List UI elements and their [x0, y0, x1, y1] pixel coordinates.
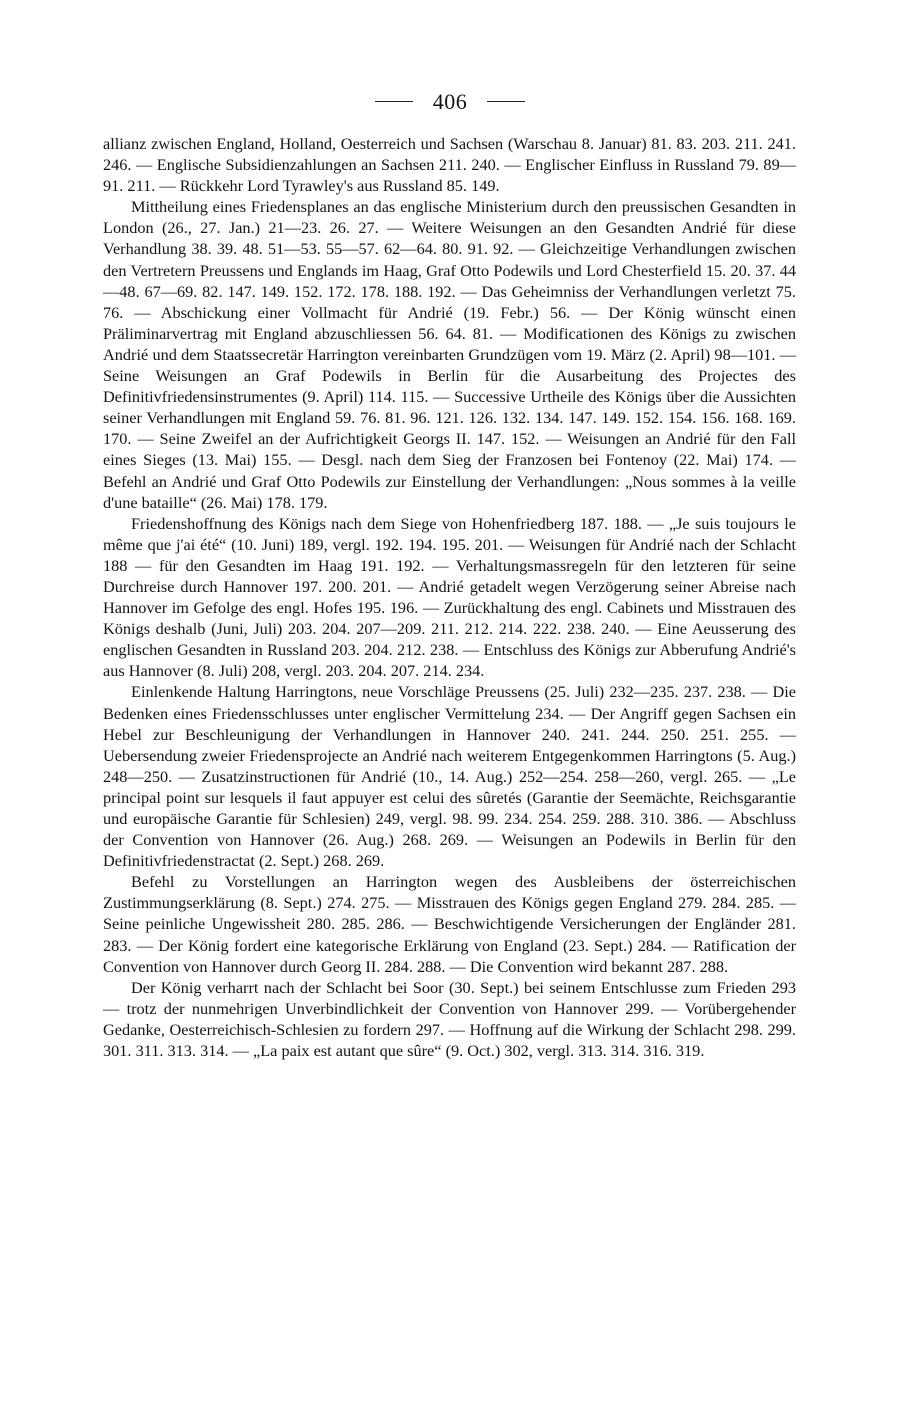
- paragraph: Einlenkende Haltung Harringtons, neue Vorschläge Preussens (25. Juli) 232—235. 237. 238. — Die Bedenken eines Friedensschlusses unter englischer Vermittelung 234. — Der Angriff gegen Sachsen ein Hebel zur Beschleunigung der Verhandlungen in Hannover 240. 241. 244. 250. 251. 255. — Uebersendung zweier Friedensprojecte an Andrié nach weiterem Entgegenkommen Harringtons (5. Aug.) 248—250. — Zusatzinstructionen für Andrié (10., 14. Aug.) 252—254. 258—260, vergl. 265. — „Le principal point sur lesquels il faut appuyer est celui des sûretés (Garantie der Seemächte, Reichsgarantie und europäische Garantie für Schlesien) 249, vergl. 98. 99. 234. 254. 259. 288. 310. 386. — Abschluss der Convention von Hannover (26. Aug.) 268. 269. — Weisungen an Podewils in Berlin für den Definitivfriedenstractat (2. Sept.) 268. 269.: [103, 682, 796, 871]
- paragraph: Befehl zu Vorstellungen an Harrington wegen des Ausbleibens der österreichischen Zustimmungserklärung (8. Sept.) 274. 275. — Misstrauen des Königs gegen England 279. 284. 285. — Seine peinliche Ungewissheit 280. 285. 286. — Beschwichtigende Versicherungen der Engländer 281. 283. — Der König fordert eine kategorische Erklärung von England (23. Sept.) 284. — Ratification der Convention von Hannover durch Georg II. 284. 288. — Die Convention wird bekannt 287. 288.: [103, 872, 796, 976]
- body-text: [103, 133, 796, 1061]
- paragraph: Der König verharrt nach der Schlacht bei Soor (30. Sept.) bei seinem Entschlusse zum Frieden 293 — trotz der nunmehrigen Unverbindlichkeit der Convention von Hannover 299. — Vorübergehender Gedanke, Oesterreichisch-Schlesien zu fordern 297. — Hoffnung auf die Wirkung der Schlacht 298. 299. 301. 311. 313. 314. — „La paix est autant que sûre“ (9. Oct.) 302, vergl. 313. 314. 316. 319.: [103, 977, 796, 1061]
- page-header: [0, 86, 900, 116]
- page-number: 406: [432, 89, 468, 114]
- header-rule-right: [487, 101, 525, 102]
- paragraph: Mittheilung eines Friedensplanes an das englische Ministerium durch den preussischen Gesandten in London (26., 27. Jan.) 21—23. 26. 27. — Weitere Weisungen an den Gesandten Andrié für diese Verhandlung 38. 39. 48. 51—53. 55—57. 62—64. 80. 91. 92. — Gleichzeitige Verhandlungen zwischen den Vertretern Preussens und Englands im Haag, Graf Otto Podewils und Lord Chesterfield 15. 20. 37. 44—48. 67—69. 82. 147. 149. 152. 172. 178. 188. 192. — Das Geheimniss der Verhandlungen verletzt 75. 76. — Abschickung einer Vollmacht für Andrié (19. Febr.) 56. — Der König wünscht einen Präliminarvertrag mit England abzuschliessen 56. 64. 81. — Modificationen des Königs zu zwischen Andrié und dem Staatssecretär Harrington vereinbarten Grundzügen vom 19. März (2. April) 98—101. — Seine Weisungen an Graf Podewils in Berlin für die Ausarbeitung des Projectes des Definitivfriedensinstrumentes (9. April) 114. 115. — Successive Urtheile des Königs über die Aussichten seiner Verhandlungen mit England 59. 76. 81. 96. 121. 126. 132. 134. 147. 149. 152. 154. 156. 168. 169. 170. — Seine Zweifel an der Aufrichtigkeit Georgs II. 147. 152. — Weisungen an Andrié für den Fall eines Sieges (13. Mai) 155. — Desgl. nach dem Sieg der Franzosen bei Fontenoy (22. Mai) 174. — Befehl an Andrié und Graf Otto Podewils zur Einstellung der Verhandlungen: „Nous sommes à la veille d'une bataille“ (26. Mai) 178. 179.: [103, 197, 796, 512]
- header-rule-left: [375, 101, 413, 102]
- paragraph: Friedenshoffnung des Königs nach dem Siege von Hohenfriedberg 187. 188. — „Je suis toujours le même que j'ai été“ (10. Juni) 189, vergl. 192. 194. 195. 201. — Weisungen für Andrié nach der Schlacht 188 — für den Gesandten im Haag 191. 192. — Verhaltungsmassregeln für den letzteren für seine Durchreise durch Hannover 197. 200. 201. — Andrié getadelt wegen Verzögerung seiner Abreise nach Hannover im Gefolge des engl. Hofes 195. 196. — Zurückhaltung des engl. Cabinets und Misstrauen des Königs deshalb (Juni, Juli) 203. 204. 207—209. 211. 212. 214. 222. 238. 240. — Eine Aeusserung des englischen Gesandten in Russland 203. 204. 212. 238. — Entschluss des Königs zur Abberufung Andrié's aus Hannover (8. Juli) 208, vergl. 203. 204. 207. 214. 234.: [103, 513, 796, 681]
- paragraph-continued: allianz zwischen England, Holland, Oesterreich und Sachsen (Warschau 8. Januar) 81. 83. 203. 211. 241. 246. — Englische Subsidienzahlungen an Sachsen 211. 240. — Englischer Einfluss in Russland 79. 89—91. 211. — Rückkehr Lord Tyrawley's aus Russland 85. 149.: [103, 134, 796, 196]
